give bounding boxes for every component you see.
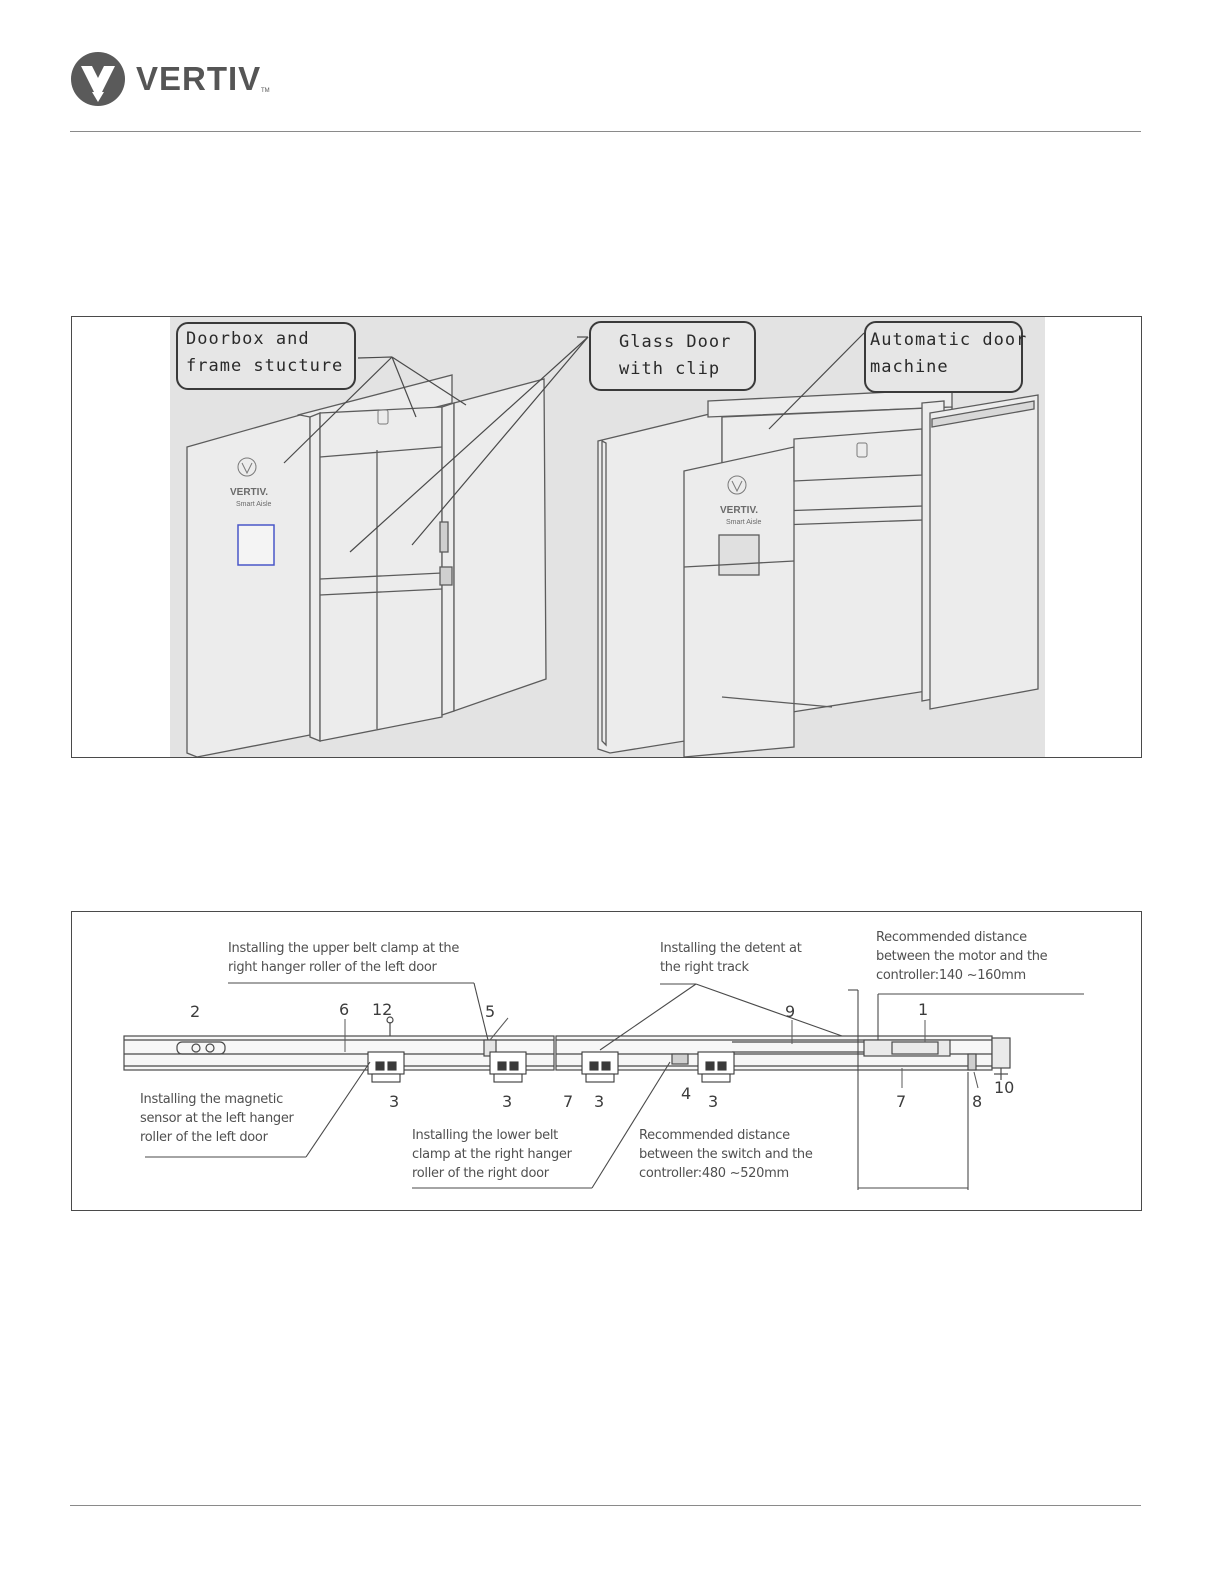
vertiv-logo-mark-icon — [71, 52, 125, 106]
callout-glass-door: Glass Door with clip — [589, 321, 756, 391]
part-number-6: 6 — [339, 1000, 350, 1019]
figure-door-assembly — [71, 316, 1142, 758]
right-panel-brand: VERTIV. — [720, 505, 758, 516]
part-number-3: 3 — [502, 1092, 513, 1111]
part-number-7: 7 — [896, 1092, 907, 1111]
brand-wordmark: VERTIV — [136, 60, 262, 97]
part-number-3: 3 — [594, 1092, 605, 1111]
part-number-4: 4 — [681, 1084, 692, 1103]
annotation-lower-belt-clamp: Installing the lower belt clamp at the right hanger roller of the right door — [412, 1128, 572, 1181]
annotation-magnetic-sensor: Installing the magnetic sensor at the left hanger roller of the left door — [140, 1092, 294, 1145]
annotation-detent-right-track: Installing the detent at the right track — [660, 941, 802, 975]
part-number-2: 2 — [190, 1002, 201, 1021]
footer-divider — [70, 1505, 1141, 1506]
header-divider — [70, 131, 1141, 132]
right-panel-subbrand: Smart Aisle — [726, 519, 762, 526]
part-number-7: 7 — [563, 1092, 574, 1111]
hanger-roller-2 — [490, 1052, 526, 1082]
part-number-12: 12 — [372, 1000, 393, 1019]
vertiv-logo — [70, 52, 290, 108]
hanger-roller-3 — [582, 1052, 618, 1082]
part-number-10: 10 — [994, 1078, 1015, 1097]
annotation-motor-controller-distance: Recommended distance between the motor and the controller:140 ~160mm — [876, 930, 1048, 983]
annotation-switch-controller-distance: Recommended distance between the switch and the controller:480 ~520mm — [639, 1128, 813, 1181]
svg-text:TM: TM — [261, 88, 270, 94]
callout-automatic-door-machine: Automatic door machine — [864, 321, 1023, 393]
part-number-3: 3 — [708, 1092, 719, 1111]
annotation-upper-belt-clamp: Installing the upper belt clamp at the right hanger roller of the left door — [228, 941, 460, 975]
part-number-1: 1 — [918, 1000, 929, 1019]
left-panel-subbrand: Smart Aisle — [236, 501, 272, 508]
hanger-roller-1 — [368, 1052, 404, 1082]
part-number-3: 3 — [389, 1092, 400, 1111]
figure-track-installation — [71, 911, 1142, 1211]
hanger-roller-4 — [698, 1052, 734, 1082]
left-panel-brand: VERTIV. — [230, 487, 268, 498]
part-number-5: 5 — [485, 1002, 496, 1021]
part-number-8: 8 — [972, 1092, 983, 1111]
part-number-9: 9 — [785, 1002, 796, 1021]
callout-doorbox-frame: Doorbox and frame stucture — [176, 322, 356, 390]
